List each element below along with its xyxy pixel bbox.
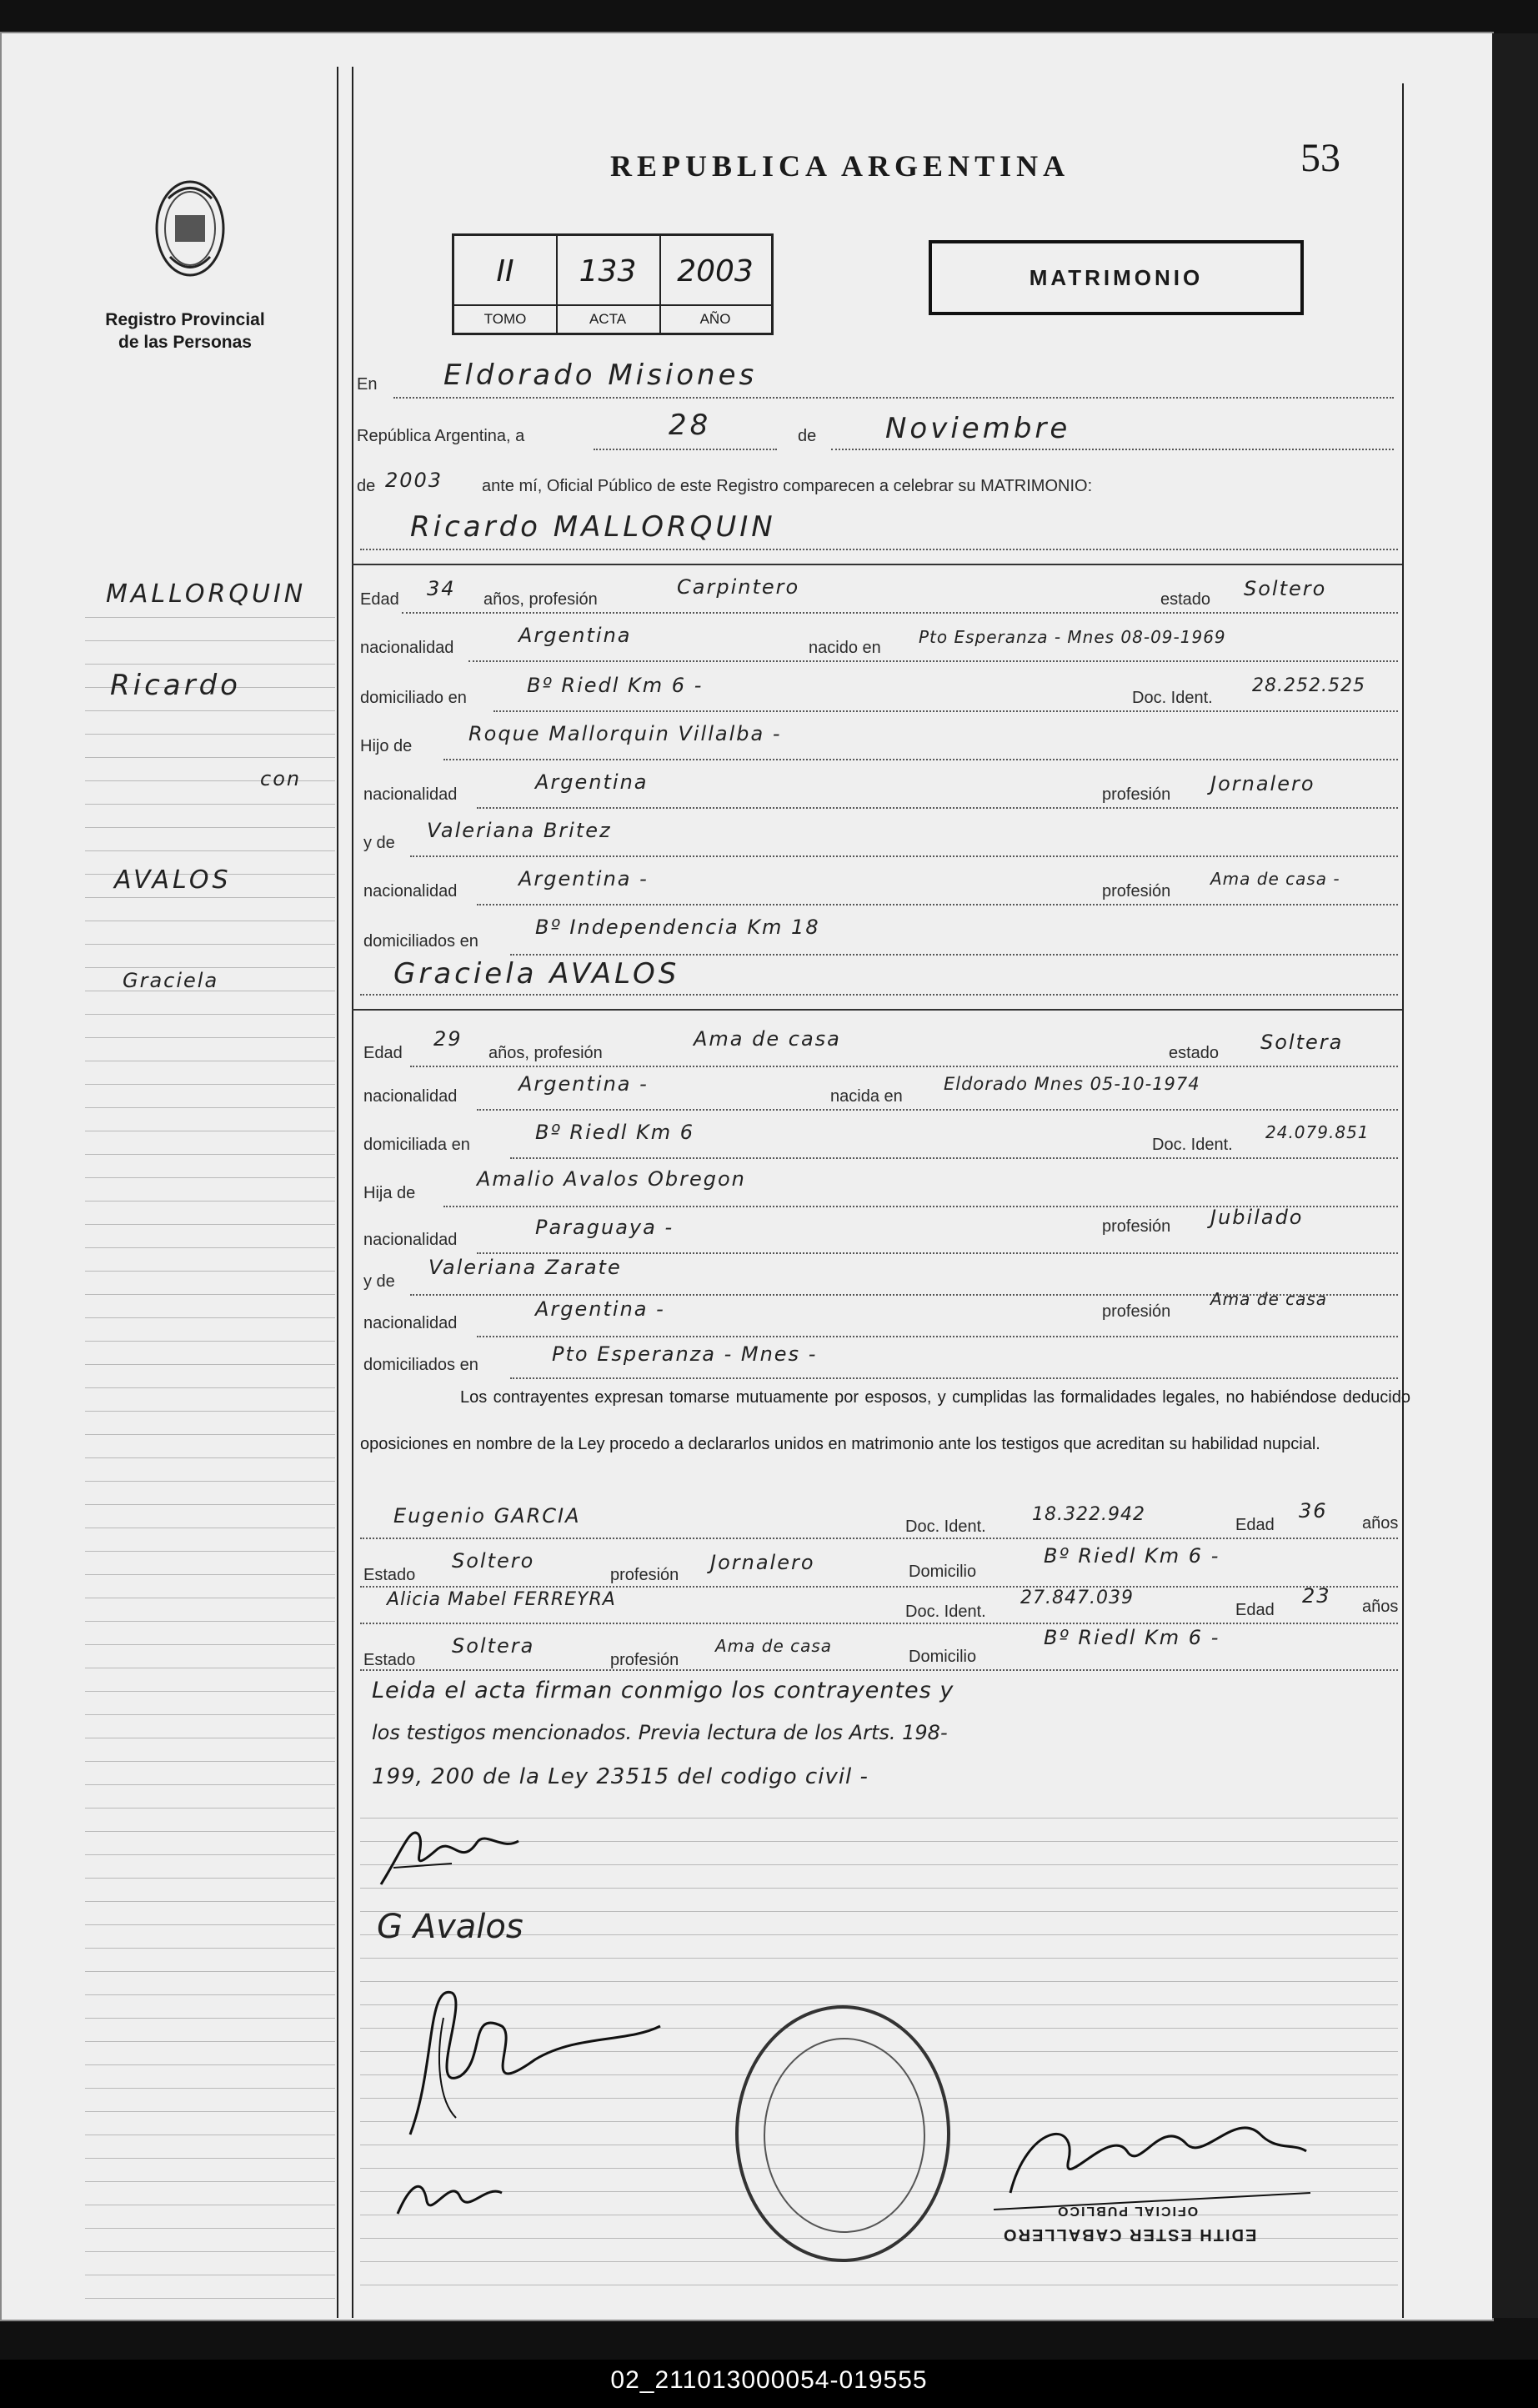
en-label: En	[357, 375, 378, 394]
margin-ruled-line	[85, 1551, 335, 1552]
witness2-estado-label: Estado	[363, 1651, 416, 1669]
margin-ruled-line	[85, 757, 335, 758]
groom-prof-label: años, profesión	[483, 590, 598, 609]
witness2-estado: Soltera	[452, 1634, 535, 1658]
groom-hijo-label: Hijo de	[360, 737, 413, 755]
bride-doms-label: domiciliados en	[363, 1356, 478, 1374]
margin-ruled-line	[85, 1761, 335, 1762]
registry-line-1: Registro Provincial	[105, 310, 265, 329]
groom-madre: Valeriana Britez	[427, 819, 612, 842]
intro-statement: ante mí, Oficial Público de este Registro comparecen a celebrar su MATRIMONIO:	[482, 477, 1093, 495]
groom-doc: 28.252.525	[1252, 675, 1365, 696]
signature-witness-2	[393, 2168, 510, 2226]
groom-estado: Soltero	[1244, 577, 1327, 600]
record-type-box: MATRIMONIO	[929, 240, 1304, 315]
margin-ruled-line	[85, 2041, 335, 2042]
margin-ruled-line	[85, 897, 335, 898]
margin-ruled-line	[85, 1177, 335, 1178]
margin-ruled-line	[85, 944, 335, 945]
groom-dom-label: domiciliado en	[360, 689, 467, 707]
margin-ruled-line	[85, 1714, 335, 1715]
de2-label: de	[357, 477, 376, 495]
book-edge	[1492, 33, 1538, 2318]
margin-name-bride: Graciela	[123, 969, 219, 992]
witness2-edad: 23	[1302, 1584, 1331, 1608]
margin-ruled-line	[85, 1387, 335, 1388]
closing-line-1: Leida el acta firman conmigo los contrayentes y	[372, 1678, 954, 1703]
body-ruled-line	[360, 2261, 1398, 2262]
margin-ruled-line	[85, 1924, 335, 1925]
bride-dom-label: domiciliada en	[363, 1136, 470, 1154]
registry-name	[93, 309, 277, 354]
bride-madre-prof: Ama de casa	[1210, 1289, 1328, 1309]
groom-edad: 34	[427, 577, 456, 600]
bride-nacida-label: nacida en	[830, 1087, 903, 1106]
groom-padre-prof: Jornalero	[1210, 772, 1315, 795]
bride-madre-nac-label: nacionalidad	[363, 1314, 458, 1332]
closing-line-3: 199, 200 de la Ley 23515 del codigo civil -	[372, 1764, 869, 1789]
tomo-value: II	[496, 254, 514, 288]
witness2-doc-label: Doc. Ident.	[905, 1603, 986, 1621]
margin-ruled-line	[85, 2064, 335, 2065]
witness1-doc-label: Doc. Ident.	[905, 1518, 986, 1536]
bride-nacida: Eldorado Mnes 05-10-1974	[944, 1074, 1200, 1094]
margin-ruled-line	[85, 1994, 335, 1995]
country-title: REPUBLICA ARGENTINA	[610, 149, 1070, 183]
margin-surname-bride: AVALOS	[114, 865, 232, 895]
bride-estado: Soltera	[1260, 1031, 1344, 1054]
margin-divider	[337, 67, 338, 2318]
witness1-estado: Soltero	[452, 1549, 535, 1573]
de-label: de	[798, 427, 817, 445]
margin-ruled-line	[85, 1224, 335, 1225]
margin-ruled-line	[85, 2228, 335, 2229]
margin-ruled-line	[85, 2181, 335, 2182]
margin-ruled-line	[85, 2158, 335, 2159]
margin-name-groom: Ricardo	[110, 669, 241, 702]
bride-edad-label: Edad	[363, 1044, 403, 1062]
ano-label: AÑO	[699, 311, 731, 327]
groom-padre-nac-label: nacionalidad	[363, 785, 458, 804]
provincial-crest-icon	[152, 173, 228, 282]
ano-cell	[659, 236, 771, 333]
margin-ruled-line	[85, 617, 335, 618]
officer-title: OFICIAL PUBLICO	[1056, 2204, 1199, 2218]
witness2-name: Alicia Mabel FERREYRA	[387, 1589, 616, 1610]
margin-ruled-line	[85, 967, 335, 968]
declaration-text: Los contrayentes expresan tomarse mutuamente por esposos, y cumplidas las formalidades legales, no habiéndose deducido oposiciones en nombre de la Ley procedo a declararlos unidos en matrimonio ante los testigos que acreditan su habilidad nupcial.	[360, 1388, 1410, 1453]
margin-ruled-line	[85, 1504, 335, 1505]
closing-line-2: los testigos mencionados. Previa lectura de los Arts. 198-	[372, 1721, 948, 1744]
margin-ruled-line	[85, 2251, 335, 2252]
page-number: 53	[1300, 136, 1340, 180]
year-value: 2003	[385, 469, 443, 492]
bride-madre-nac: Argentina -	[535, 1297, 665, 1321]
body-ruled-line	[360, 1958, 1398, 1959]
witness2-doc: 27.847.039	[1020, 1588, 1134, 1608]
groom-yde-label: y de	[363, 834, 395, 852]
bride-profesion: Ama de casa	[694, 1027, 841, 1051]
witness1-name: Eugenio GARCIA	[393, 1504, 581, 1528]
groom-nacionalidad: Argentina	[519, 624, 632, 647]
witness2-dom-label: Domicilio	[909, 1648, 977, 1666]
month-value: Noviembre	[885, 412, 1071, 445]
margin-ruled-line	[85, 2111, 335, 2112]
groom-padre-prof-label: profesión	[1102, 785, 1171, 804]
bride-padre-nac: Paraguaya -	[535, 1216, 674, 1239]
ano-value: 2003	[677, 254, 754, 288]
groom-domicilio: Bº Riedl Km 6 -	[527, 674, 704, 697]
margin-ruled-line	[85, 1784, 335, 1785]
bride-hija-label: Hija de	[363, 1184, 416, 1202]
groom-padre-nac: Argentina	[535, 770, 649, 794]
margin-ruled-line	[85, 1457, 335, 1458]
margin-ruled-line	[85, 1341, 335, 1342]
acta-label: ACTA	[589, 311, 627, 327]
margin-ruled-line	[85, 1154, 335, 1155]
margin-ruled-line	[85, 1294, 335, 1295]
groom-nac-label: nacionalidad	[360, 639, 454, 657]
margin-con: con	[260, 767, 302, 790]
margin-ruled-line	[85, 1574, 335, 1575]
witness2-edad-label: Edad	[1235, 1601, 1275, 1619]
groom-profesion: Carpintero	[677, 575, 800, 599]
register-page	[0, 32, 1494, 2321]
bride-madre-prof-label: profesión	[1102, 1302, 1171, 1321]
tomo-cell	[454, 236, 558, 333]
tomo-label: TOMO	[483, 311, 527, 327]
signature-witness-1	[377, 1968, 677, 2160]
witness1-prof-label: profesión	[610, 1566, 679, 1584]
witness1-profesion: Jornalero	[710, 1551, 815, 1574]
margin-ruled-line	[85, 1107, 335, 1108]
margin-ruled-line	[85, 1317, 335, 1318]
bride-padre: Amalio Avalos Obregon	[477, 1167, 746, 1191]
day-value: 28	[669, 409, 712, 442]
witness1-estado-label: Estado	[363, 1566, 416, 1584]
margin-ruled-line	[85, 640, 335, 641]
margin-divider-2	[352, 67, 353, 2318]
bride-prof-label: años, profesión	[488, 1044, 603, 1062]
margin-ruled-line	[85, 1037, 335, 1038]
margin-ruled-line	[85, 850, 335, 851]
groom-madre-nac: Argentina -	[519, 867, 649, 890]
groom-nacido: Pto Esperanza - Mnes 08-09-1969	[919, 627, 1226, 647]
signature-groom	[377, 1818, 527, 1893]
bride-nac-label: nacionalidad	[363, 1087, 458, 1106]
witness1-doc: 18.322.942	[1032, 1504, 1145, 1525]
margin-ruled-line	[85, 734, 335, 735]
groom-doms-label: domiciliados en	[363, 932, 478, 951]
witness2-prof-label: profesión	[610, 1651, 679, 1669]
groom-heading-name: Ricardo MALLORQUIN	[410, 510, 776, 544]
margin-ruled-line	[85, 1481, 335, 1482]
bride-edad: 29	[433, 1027, 463, 1051]
groom-madre-nac-label: nacionalidad	[363, 882, 458, 900]
acta-cell	[556, 236, 661, 333]
place-value: Eldorado Misiones	[443, 359, 758, 392]
margin-ruled-line	[85, 2088, 335, 2089]
republica-label: República Argentina, a	[357, 427, 525, 445]
margin-ruled-line	[85, 710, 335, 711]
margin-ruled-line	[85, 1644, 335, 1645]
groom-nacido-label: nacido en	[809, 639, 881, 657]
bride-yde-label: y de	[363, 1272, 395, 1291]
right-border	[1402, 83, 1404, 2318]
groom-madre-prof-label: profesión	[1102, 882, 1171, 900]
witness1-dom-label: Domicilio	[909, 1563, 977, 1581]
groom-edad-label: Edad	[360, 590, 399, 609]
groom-estado-label: estado	[1160, 590, 1211, 609]
record-id-box	[452, 233, 774, 335]
margin-ruled-line	[85, 1621, 335, 1622]
officer-name: EDITH ESTER CABALLERO	[1002, 2225, 1257, 2244]
margin-ruled-line	[85, 1247, 335, 1248]
margin-ruled-line	[85, 804, 335, 805]
bride-padres-dom: Pto Esperanza - Mnes -	[552, 1342, 818, 1366]
groom-padre: Roque Mallorquin Villalba -	[468, 722, 782, 745]
witness1-domicilio: Bº Riedl Km 6 -	[1044, 1544, 1220, 1568]
margin-ruled-line	[85, 1901, 335, 1902]
margin-ruled-line	[85, 2298, 335, 2299]
margin-ruled-line	[85, 664, 335, 665]
witness1-anos-label: años	[1362, 1514, 1399, 1533]
margin-ruled-line	[85, 2018, 335, 2019]
margin-surname-groom: MALLORQUIN	[106, 579, 307, 609]
witness1-edad: 36	[1299, 1499, 1328, 1523]
registry-line-2: de las Personas	[118, 333, 252, 352]
bride-doc-label: Doc. Ident.	[1152, 1136, 1233, 1154]
margin-ruled-line	[85, 1854, 335, 1855]
bride-domicilio: Bº Riedl Km 6	[535, 1121, 695, 1144]
bride-doc: 24.079.851	[1265, 1122, 1370, 1142]
margin-ruled-line	[85, 1411, 335, 1412]
margin-ruled-line	[85, 1364, 335, 1365]
margin-ruled-line	[85, 1691, 335, 1692]
witness1-edad-label: Edad	[1235, 1516, 1275, 1534]
margin-ruled-line	[85, 1831, 335, 1832]
margin-ruled-line	[85, 1878, 335, 1879]
witness2-profesion: Ama de casa	[715, 1636, 833, 1656]
bride-padre-nac-label: nacionalidad	[363, 1231, 458, 1249]
margin-ruled-line	[85, 827, 335, 828]
bride-heading-name: Graciela AVALOS	[393, 957, 680, 991]
margin-ruled-line	[85, 1948, 335, 1949]
signature-bride: G Avalos	[377, 1908, 524, 1946]
margin-ruled-line	[85, 1808, 335, 1809]
groom-padres-dom: Bº Independencia Km 18	[535, 916, 820, 939]
margin-ruled-line	[85, 1084, 335, 1085]
bride-madre: Valeriana Zarate	[428, 1256, 622, 1279]
margin-ruled-line	[85, 1971, 335, 1972]
bride-padre-prof-label: profesión	[1102, 1217, 1171, 1236]
footer-code: 02_211013000054-019555	[610, 2366, 928, 2394]
bride-estado-label: estado	[1169, 1044, 1220, 1062]
bride-nacionalidad: Argentina -	[519, 1072, 649, 1096]
acta-value: 133	[579, 254, 637, 288]
official-seal-icon	[735, 2005, 950, 2262]
groom-doc-label: Doc. Ident.	[1132, 689, 1213, 707]
witness2-domicilio: Bº Riedl Km 6 -	[1044, 1626, 1220, 1649]
groom-madre-prof: Ama de casa -	[1210, 869, 1340, 889]
bride-padre-prof: Jubilado	[1210, 1206, 1304, 1229]
signature-officer	[994, 2093, 1310, 2218]
witness2-anos-label: años	[1362, 1598, 1399, 1616]
margin-ruled-line	[85, 1271, 335, 1272]
margin-ruled-line	[85, 1014, 335, 1015]
margin-ruled-line	[85, 1434, 335, 1435]
